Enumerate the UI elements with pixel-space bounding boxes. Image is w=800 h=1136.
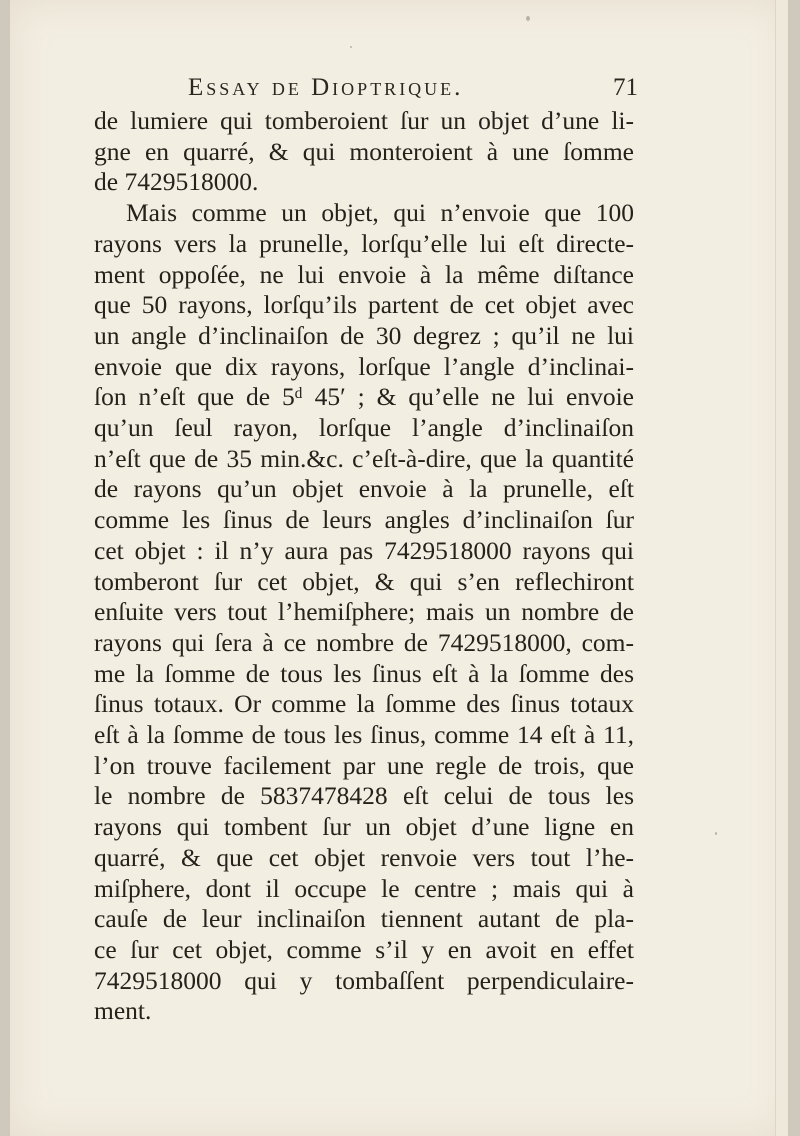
text-line: que 50 rayons, lorſqu’ils partent de cet objet avec xyxy=(94,290,634,320)
text-line: n’eſt que de 35 min.&c. c’eſt-à-dire, que la quantité xyxy=(94,443,634,473)
text-line: l’on trouve facilement par une regle de trois, que xyxy=(94,750,634,780)
text-line: cauſe de leur inclinaiſon tiennent autant de pla- xyxy=(94,904,634,934)
page-number: 71 xyxy=(613,74,638,101)
paper-speck xyxy=(526,16,530,21)
text-line: le nombre de 5837478428 eſt celui de tous les xyxy=(94,781,634,811)
text-line: envoie que dix rayons, lorſque l’angle d’inclinai- xyxy=(94,351,634,381)
text-line: me la ſomme de tous les ſinus eſt à la ſomme des xyxy=(94,658,634,688)
text-line: un angle d’inclinaiſon de 30 degrez ; qu’il ne lui xyxy=(94,320,634,350)
text-line: de 7429518000. xyxy=(94,167,259,197)
text-line: comme les ſinus de leurs angles d’inclinaiſon ſur xyxy=(94,505,634,535)
text-line: gne en quarré, & qui monteroient à une ſomme xyxy=(94,136,634,166)
text-line: de lumiere qui tomberoient ſur un objet d’une li- xyxy=(94,106,634,135)
text-line: enſuite vers tout l’hemiſphere; mais un nombre de xyxy=(94,597,634,627)
text-line: rayons qui tombent ſur un objet d’une ligne en xyxy=(94,812,634,842)
paper-speck xyxy=(350,46,352,48)
book-page xyxy=(10,0,788,1136)
text-line: rayons qui ſera à ce nombre de 7429518000, com- xyxy=(94,627,634,657)
running-title: Essay de Dioptrique. xyxy=(188,74,464,101)
text-line: ſon n’eſt que de 5ᵈ 45′ ; & qu’elle ne lui envoie xyxy=(94,382,634,412)
body-text xyxy=(94,106,634,1027)
text-line: miſphere, dont il occupe le centre ; mais qui à xyxy=(94,873,634,903)
text-line: ce ſur cet objet, comme s’il y en avoit en effet xyxy=(94,934,634,964)
text-line: 7429518000 qui y tombaſſent perpendiculaire- xyxy=(94,965,634,995)
text-line: cet objet : il n’y aura pas 7429518000 rayons qui xyxy=(94,535,634,565)
text-line: ſinus totaux. Or comme la ſomme des ſinus totaux xyxy=(94,689,634,719)
text-line: eſt à la ſomme de tous les ſinus, comme 14 eſt à 11, xyxy=(94,720,634,750)
paper-speck xyxy=(715,832,717,835)
text-line: ment oppoſée, ne lui envoie à la même diſtance xyxy=(94,259,634,289)
text-line: ment. xyxy=(94,996,152,1026)
text-line: qu’un ſeul rayon, lorſque l’angle d’inclinaiſon xyxy=(94,413,634,443)
text-line: Mais comme un objet, qui n’envoie que 100 xyxy=(126,198,634,228)
text-line: de rayons qu’un objet envoie à la prunelle, eſt xyxy=(94,474,634,504)
text-line: quarré, & que cet objet renvoie vers tout l’he- xyxy=(94,842,634,872)
text-line: rayons vers la prunelle, lorſqu’elle lui eſt directe- xyxy=(94,228,634,258)
page-header xyxy=(188,74,638,110)
text-line: tomberont ſur cet objet, & qui s’en reflechiront xyxy=(94,566,634,596)
next-page-edge xyxy=(775,0,788,1136)
